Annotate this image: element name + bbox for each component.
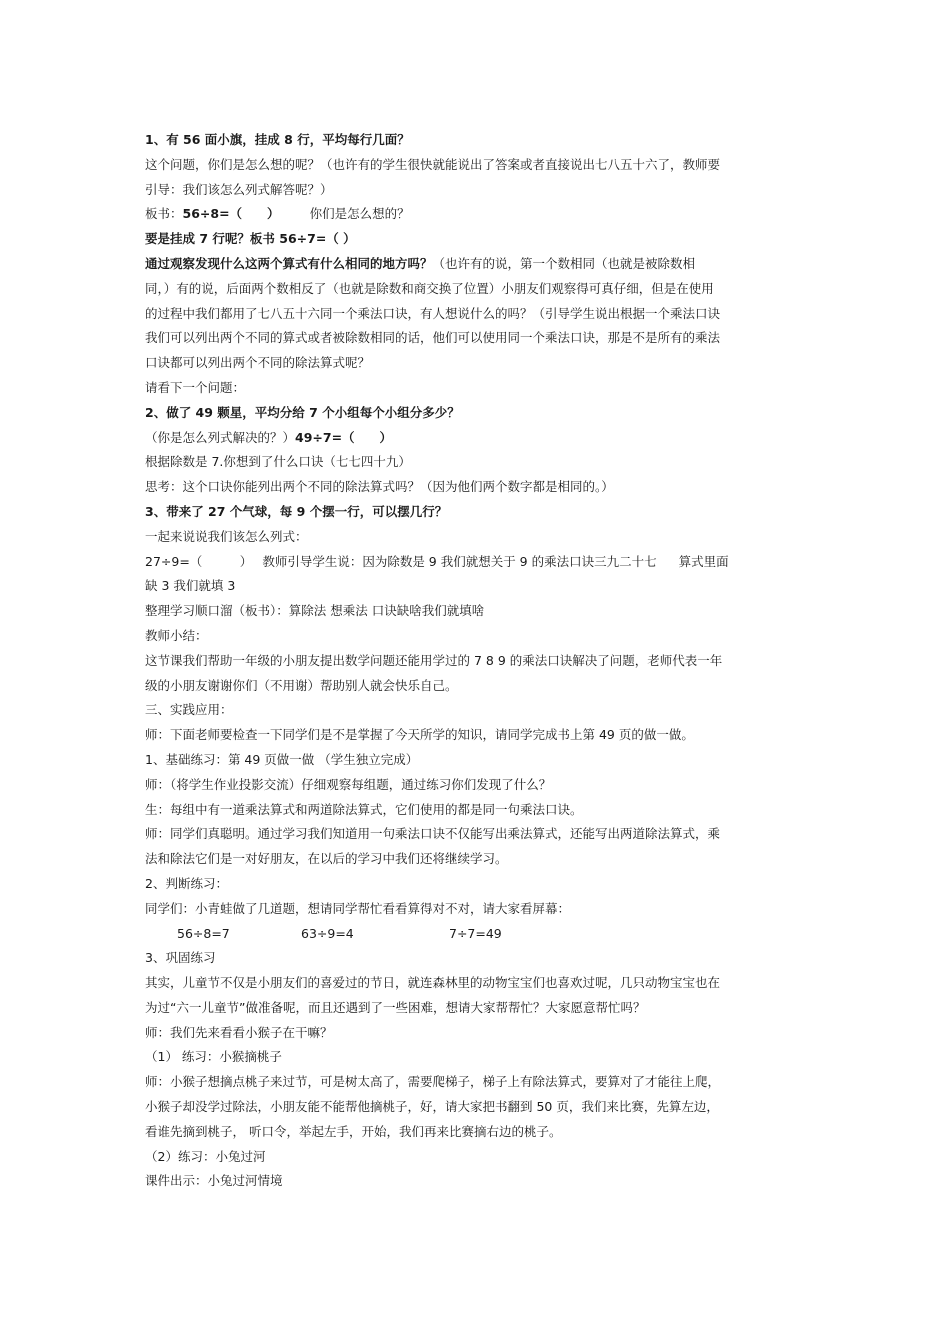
equation: 27÷9=（ ） (145, 553, 253, 569)
paragraph-line: 2、判断练习： (145, 875, 228, 891)
equation: 49÷7=（ ） (295, 429, 393, 445)
board-writing-line (145, 202, 810, 227)
paragraph-line: 师：我们先来看看小猴子在干嘛？ (145, 1024, 333, 1040)
paragraph-line: 级的小朋友谢谢你们（不用谢）帮助别人就会快乐自己。 (145, 677, 458, 693)
paragraph-line: 看谁先摘到桃子， 听口令，举起左手，开始，我们再来比赛摘右边的桃子。 (145, 1123, 562, 1139)
paragraph-line: 法和除法它们是一对好朋友，在以后的学习中我们还将继续学习。 (145, 851, 508, 867)
paragraph-line: 我们可以列出两个不同的算式或者被除数相同的话，他们可以使用同一个乘法口诀，那是不是所有的乘法 (145, 330, 721, 346)
paragraph-line: 教师小结： (145, 627, 208, 643)
paragraph-line: 引导：我们该怎么列式解答呢？） (145, 181, 333, 197)
paragraph-line: 整理学习顺口溜（板书）：算除法 想乘法 口诀缺啥我们就填啥 (145, 603, 485, 619)
paragraph-line: 其实，儿童节不仅是小朋友们的喜爱过的节日，就连森林里的动物宝宝们也喜欢过呢，几只动物宝宝也在 (145, 975, 721, 991)
paragraph-line: 要是挂成 7 行呢？板书 56÷7=（ ） (145, 231, 356, 247)
paragraph-line: （1） 练习：小猴摘桃子 (145, 1049, 282, 1065)
paragraph-line: 一起来说说我们该怎么列式： (145, 528, 308, 544)
paragraph-line: 师：同学们真聪明。通过学习我们知道用一句乘法口诀不仅能写出乘法算式，还能写出两道除法算式，乘 (145, 826, 721, 842)
paragraph-line: 这节课我们帮助一年级的小朋友提出数学问题还能用学过的 7 8 9 的乘法口诀解决了问题，老师代表一年 (145, 652, 723, 668)
question-1: 1、有 56 面小旗，挂成 8 行，平均每行几面？ (145, 132, 410, 147)
equation: 63÷9=4 (301, 925, 354, 941)
equation: 7÷7=49 (449, 925, 502, 941)
paragraph-line (145, 252, 810, 277)
paragraph-line: 1、基础练习：第 49 页做一做 （学生独立完成） (145, 751, 419, 767)
section-heading: 三、实践应用： (145, 702, 233, 718)
paragraph-text: （也许有的说，第一个数相同（也就是被除数相 (432, 255, 696, 271)
paragraph-line: 小猴子却没学过除法，小朋友能不能帮他摘桃子，好，请大家把书翻到 50 页，我们来比赛，先算左边， (145, 1099, 719, 1115)
paragraph-line: 师：小猴子想摘点桃子来过节，可是树太高了，需要爬梯子，梯子上有除法算式，要算对了才能往上爬， (145, 1074, 721, 1090)
question-2: 2、做了 49 颗星，平均分给 7 个小组每个小组分多少？ (145, 404, 460, 420)
question-3: 3、带来了 27 个气球，每 9 个摆一行，可以摆几行？ (145, 503, 448, 519)
paragraph-text: 教师引导学生说：因为除数是 9 我们就想关于 9 的乘法口诀三九二十七 (262, 553, 657, 569)
paragraph-line: 3、巩固练习 (145, 950, 216, 966)
board-label: 板书： (145, 206, 183, 222)
paragraph-line: 的过程中我们都用了七八五十六同一个乘法口诀，有人想说什么的吗？（引导学生说出根据一个乘法口诀 (145, 305, 721, 321)
paragraph-line: 根据除数是 7.你想到了什么口诀（七七四十九） (145, 454, 411, 470)
paragraph-line: 这个问题，你们是怎么想的呢？（也许有的学生很快就能说出了答案或者直接说出七八五十六了，教师要 (145, 156, 721, 172)
question-text: 你们是怎么想的？ (309, 206, 410, 222)
paragraph-line: 为过“六一儿童节”做准备呢，而且还遇到了一些困难，想请大家帮帮忙？大家愿意帮忙吗？ (145, 999, 646, 1015)
paragraph-text: 算式里面 (678, 553, 729, 569)
paragraph-line: 同，）有的说，后面两个数相反了（也就是除数和商交换了位置）小朋友们观察得可真仔细，但是在使用 (145, 280, 714, 296)
paragraph-line: 思考：这个口诀你能列出两个不同的除法算式吗？（因为他们两个数字都是相同的。） (145, 479, 614, 495)
paragraph-line: 课件出示：小兔过河情境 (145, 1173, 283, 1189)
paragraph-line (145, 426, 810, 451)
equations-row (145, 922, 810, 947)
equation: 56÷8=7 (177, 925, 230, 941)
equation: 56÷8=（ ） (182, 206, 280, 222)
paragraph-line: 请看下一个问题： (145, 379, 246, 395)
paragraph-line: 师：（将学生作业投影交流）仔细观察每组题，通过练习你们发现了什么？ (145, 776, 552, 792)
paragraph-line: 生：每组中有一道乘法算式和两道除法算式，它们使用的都是同一句乘法口诀。 (145, 801, 583, 817)
paragraph-line (145, 550, 810, 575)
paragraph-line: （2）练习：小兔过河 (145, 1148, 266, 1164)
paragraph-line: 师：下面老师要检查一下同学们是不是掌握了今天所学的知识，请同学完成书上第 49 页的做一做。 (145, 727, 694, 743)
paragraph-line: 同学们：小青蛙做了几道题，想请同学帮忙看看算得对不对，请大家看屏幕： (145, 900, 571, 916)
document-page (145, 128, 810, 1194)
paragraph-line: 缺 3 我们就填 3 (145, 578, 236, 594)
paragraph-line: 口诀都可以列出两个不同的除法算式呢？ (145, 355, 371, 371)
paragraph-text: （你是怎么列式解决的？） (145, 429, 296, 445)
bold-question: 通过观察发现什么这两个算式有什么相同的地方吗？ (145, 255, 433, 271)
